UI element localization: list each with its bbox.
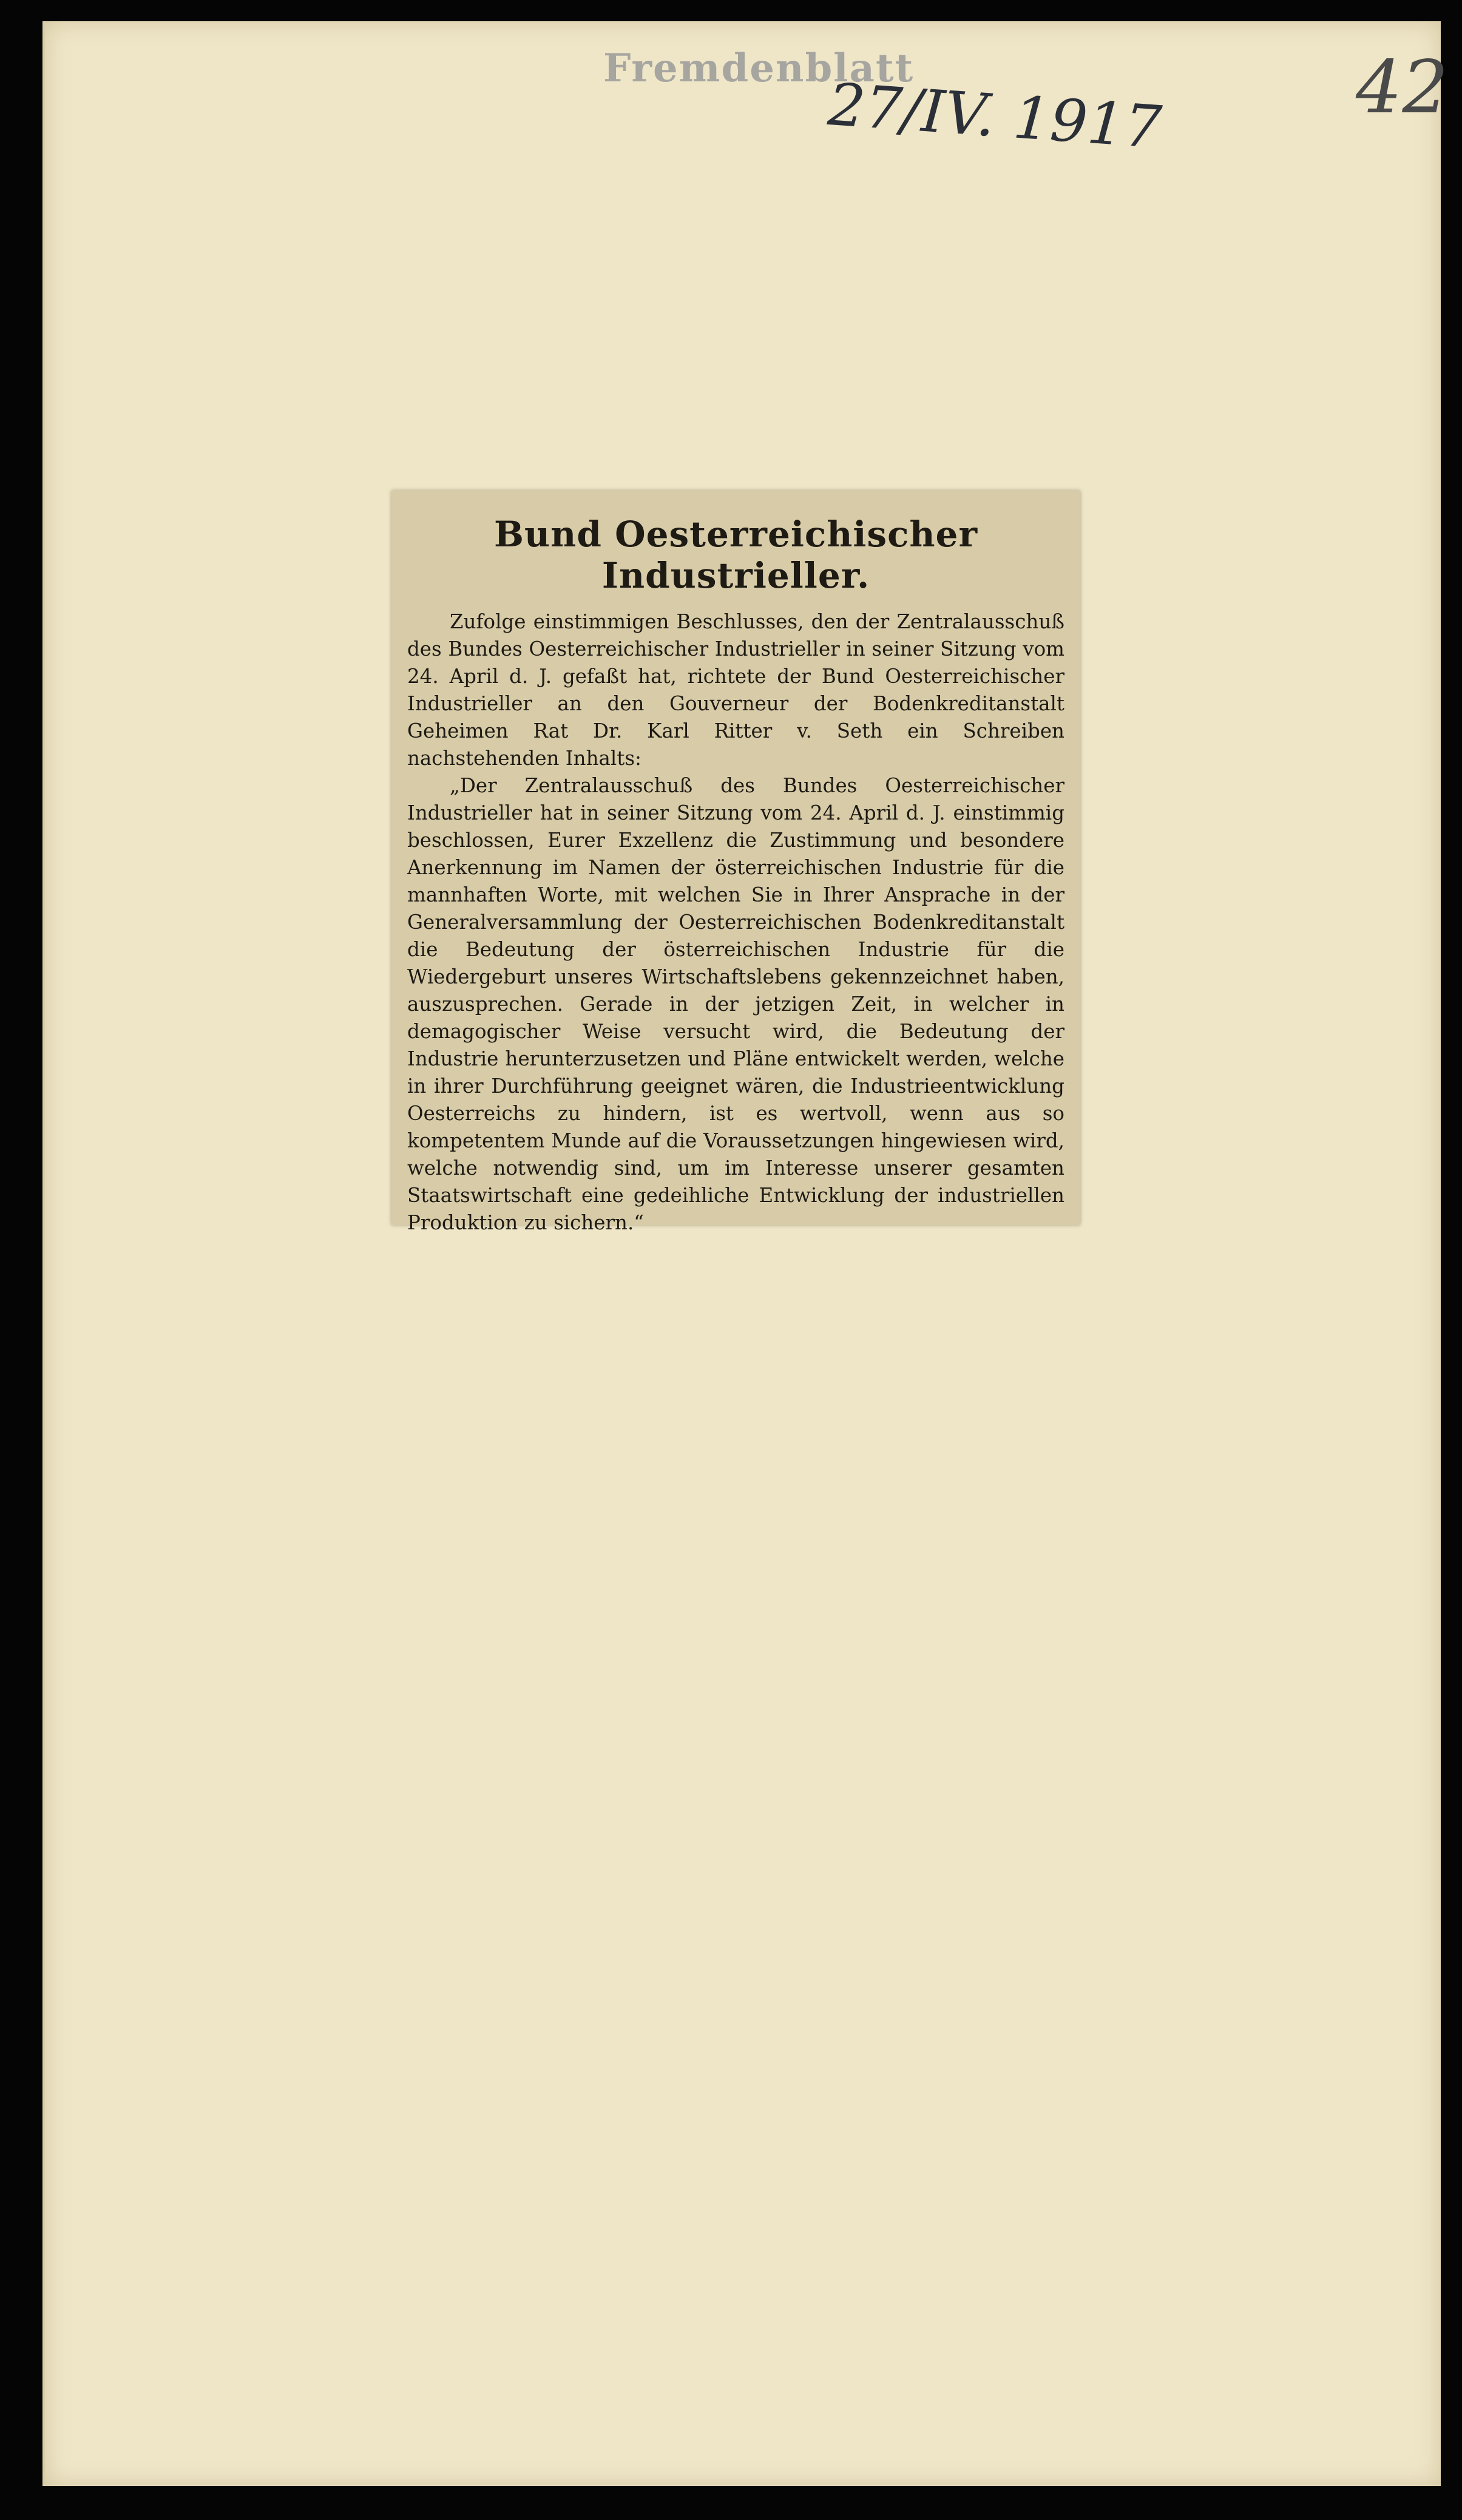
clipping-paragraph: Zufolge einstimmigen Beschlusses, den der Zentralausschuß des Bundes Oesterreichischer Industrieller in seiner Sitzung vom 24. April d. J. gefaßt hat, richtete der Bund Oesterreichischer Industrieller an den Gouverneur der Bodenkreditanstalt Geheimen Rat Dr. Karl Ritter v. Seth ein Schreiben nachstehenden Inhalts: (407, 610, 1064, 770)
clipping-title: Bund Oesterreichischer Industrieller. (493, 514, 978, 596)
handwritten-page-number: 42 (1356, 46, 1449, 130)
clipping-body (407, 608, 1064, 1237)
archival-sheet (42, 21, 1449, 2486)
newspaper-clipping (391, 491, 1080, 1234)
newspaper-stamp: Fremdenblatt (603, 46, 915, 91)
clipping-paragraph: „Der Zentralausschuß des Bundes Oesterreichischer Industrieller hat in seiner Sitzung vom 24. April d. J. einstimmig beschlossen, Eurer Exzellenz die Zustimmung und besondere Anerkennung im Namen der österreichischen Industrie für die mannhaften Worte, mit welchen Sie in Ihrer Ansprache in der Generalversammlung der Oesterreichischen Bodenkreditanstalt die Bedeutung der österreichischen Industrie für die Wiedergeburt unseres Wirtschaftslebens gekennzeichnet haben, auszusprechen. Gerade in der jetzigen Zeit, in welcher in demagogischer Weise versucht wird, die Bedeutung der Industrie herunterzusetzen und Pläne entwickelt werden, welche in ihrer Durchführung geeignet wären, die Industrieentwicklung Oesterreichs zu hindern, ist es wertvoll, wenn aus so kompetentem Munde auf die Voraussetzungen hingewiesen wird, welche notwendig sind, um im Interesse unserer gesamten Staatswirtschaft eine gedeihliche Entwicklung der industriellen Produktion zu sichern.“ (407, 774, 1064, 1234)
handwritten-date: 27/IV. 1917 (825, 70, 1164, 162)
